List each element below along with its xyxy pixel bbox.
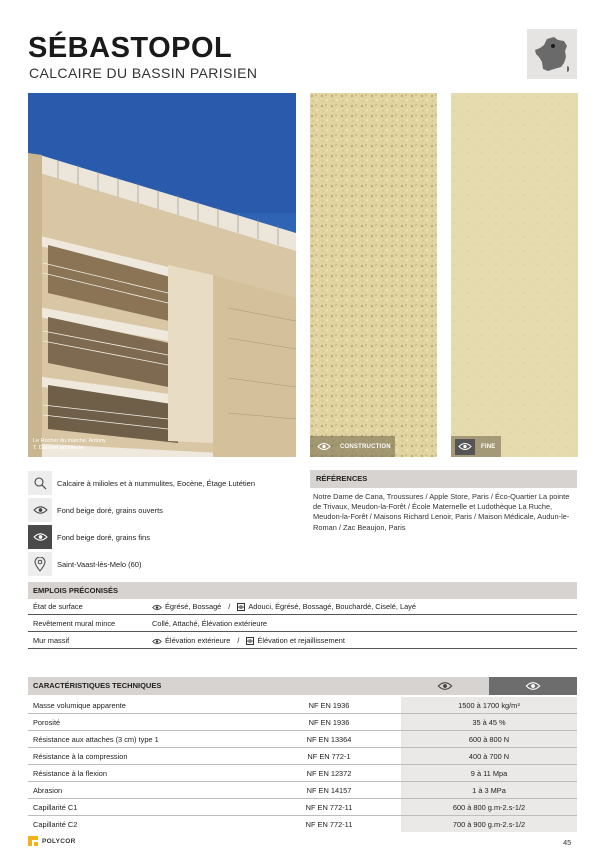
building-photo: [28, 93, 296, 457]
eye-icon: [152, 603, 162, 611]
emplois-value: Égrésé, Bossagé: [165, 602, 222, 611]
property-label: Résistance aux attaches (3 cm) type 1: [33, 735, 159, 744]
finish-tag-fine: [451, 436, 501, 457]
emplois-value: Collé, Attaché, Élévation extérieure: [152, 619, 268, 628]
emplois-label: Revêtement mural mince: [33, 619, 116, 628]
eye-icon: [455, 439, 475, 455]
property-label: Abrasion: [33, 786, 63, 795]
emplois-label: État de surface: [33, 602, 83, 611]
eye-icon: [152, 637, 162, 645]
property-value: 1500 à 1700 kg/m³: [401, 697, 577, 713]
france-map: [527, 29, 577, 79]
emplois-value: Élévation et rejaillissement: [257, 636, 345, 645]
eye-icon: [314, 439, 334, 455]
eye-icon: [401, 677, 489, 695]
emplois-row: [28, 599, 577, 615]
feature-geology: [28, 471, 296, 495]
references-heading: RÉFÉRENCES: [310, 470, 577, 488]
page-title: SÉBASTOPOL: [28, 32, 233, 64]
separator: /: [237, 636, 240, 645]
separator: /: [228, 602, 231, 611]
photo-credit-line2: T. Darmon architecte: [33, 445, 84, 451]
property-value: 700 à 900 g.m-2.s-1/2: [401, 816, 577, 832]
property-norm: NF EN 12372: [306, 769, 352, 778]
table-row: [28, 731, 577, 748]
property-label: Capillarité C2: [33, 820, 78, 829]
property-value: 600 à 800 g.m-2.s-1/2: [401, 799, 577, 815]
emplois-heading: EMPLOIS PRÉCONISÉS: [28, 582, 577, 599]
table-row: [28, 816, 577, 833]
table-row: [28, 782, 577, 799]
feature-text: Fond beige doré, grains fins: [57, 532, 150, 542]
feature-location: [28, 552, 296, 576]
feature-text: Saint-Vaast-lès-Melo (60): [57, 559, 142, 569]
eye-icon: [489, 677, 577, 695]
photo-credit-line1: Le Rocher du marché, Antony: [33, 438, 106, 444]
caracteristiques-header: [28, 677, 577, 695]
property-norm: NF EN 772-11: [305, 803, 353, 812]
property-label: Porosité: [33, 718, 61, 727]
property-norm: NF EN 1936: [308, 718, 350, 727]
emplois-row: [28, 633, 577, 649]
magnifier-icon: [28, 471, 52, 495]
table-row: [28, 714, 577, 731]
property-norm: NF EN 772-1: [307, 752, 351, 761]
location-pin-icon: [28, 552, 52, 576]
property-norm: NF EN 1936: [308, 701, 350, 710]
feature-text: Fond beige doré, grains ouverts: [57, 505, 163, 515]
brand-name: POLYCOR: [42, 837, 76, 845]
feature-aspect-open: [28, 498, 296, 522]
feature-text: Calcaire à milioles et à nummulites, Eocène, Étage Lutétien: [57, 478, 256, 488]
table-row: [28, 697, 577, 714]
caracteristiques-heading: CARACTÉRISTIQUES TECHNIQUES: [33, 681, 162, 690]
property-value: 600 à 800 N: [401, 731, 577, 747]
eye-icon: [28, 525, 52, 549]
property-norm: NF EN 14157: [306, 786, 352, 795]
emplois-label: Mur massif: [33, 636, 70, 645]
property-value: 35 à 45 %: [401, 714, 577, 730]
page-subtitle: CALCAIRE DU BASSIN PARISIEN: [29, 65, 258, 81]
page-number: 45: [563, 838, 572, 847]
property-value: 400 à 700 N: [401, 748, 577, 764]
property-label: Résistance à la compression: [33, 752, 128, 761]
property-value: 9 à 11 Mpa: [401, 765, 577, 781]
table-row: [28, 799, 577, 816]
property-label: Résistance à la flexion: [33, 769, 107, 778]
finish-label: CONSTRUCTION: [340, 443, 391, 450]
finish-label: FINE: [481, 443, 496, 450]
framed-eye-icon: [237, 603, 245, 611]
emplois-value: Élévation extérieure: [165, 636, 231, 645]
stone-sample-construction: [310, 93, 437, 457]
eye-icon: [28, 498, 52, 522]
emplois-row: [28, 616, 577, 632]
property-norm: NF EN 13364: [306, 735, 352, 744]
property-norm: NF EN 772-11: [305, 820, 353, 829]
emplois-value: Adouci, Égrésé, Bossagé, Bouchardé, Ciselé, Layé: [248, 602, 416, 611]
table-row: [28, 765, 577, 782]
table-row: [28, 748, 577, 765]
stone-sample-fine: [451, 93, 578, 457]
framed-eye-icon: [246, 637, 254, 645]
finish-tag-construction: [310, 436, 395, 457]
feature-aspect-fine: [28, 525, 296, 549]
polycor-logo-icon: [28, 836, 38, 846]
brand-logo: [28, 836, 76, 846]
property-label: Capillarité C1: [33, 803, 78, 812]
references-text: Notre Dame de Cana, Troussures / Apple Store, Paris / Éco-Quartier La pointe de Trivaux, Meudon-la-Forêt / École Maternelle et Ludothèque La Ruche, Meudon-la-Forêt / Maisons Richard Lenoir, Paris / Maison Médicale, Audun-le-Roman / Zac Beaujon, Paris: [313, 492, 570, 532]
property-label: Masse volumique apparente: [33, 701, 126, 710]
property-value: 1 à 3 MPa: [401, 782, 577, 798]
